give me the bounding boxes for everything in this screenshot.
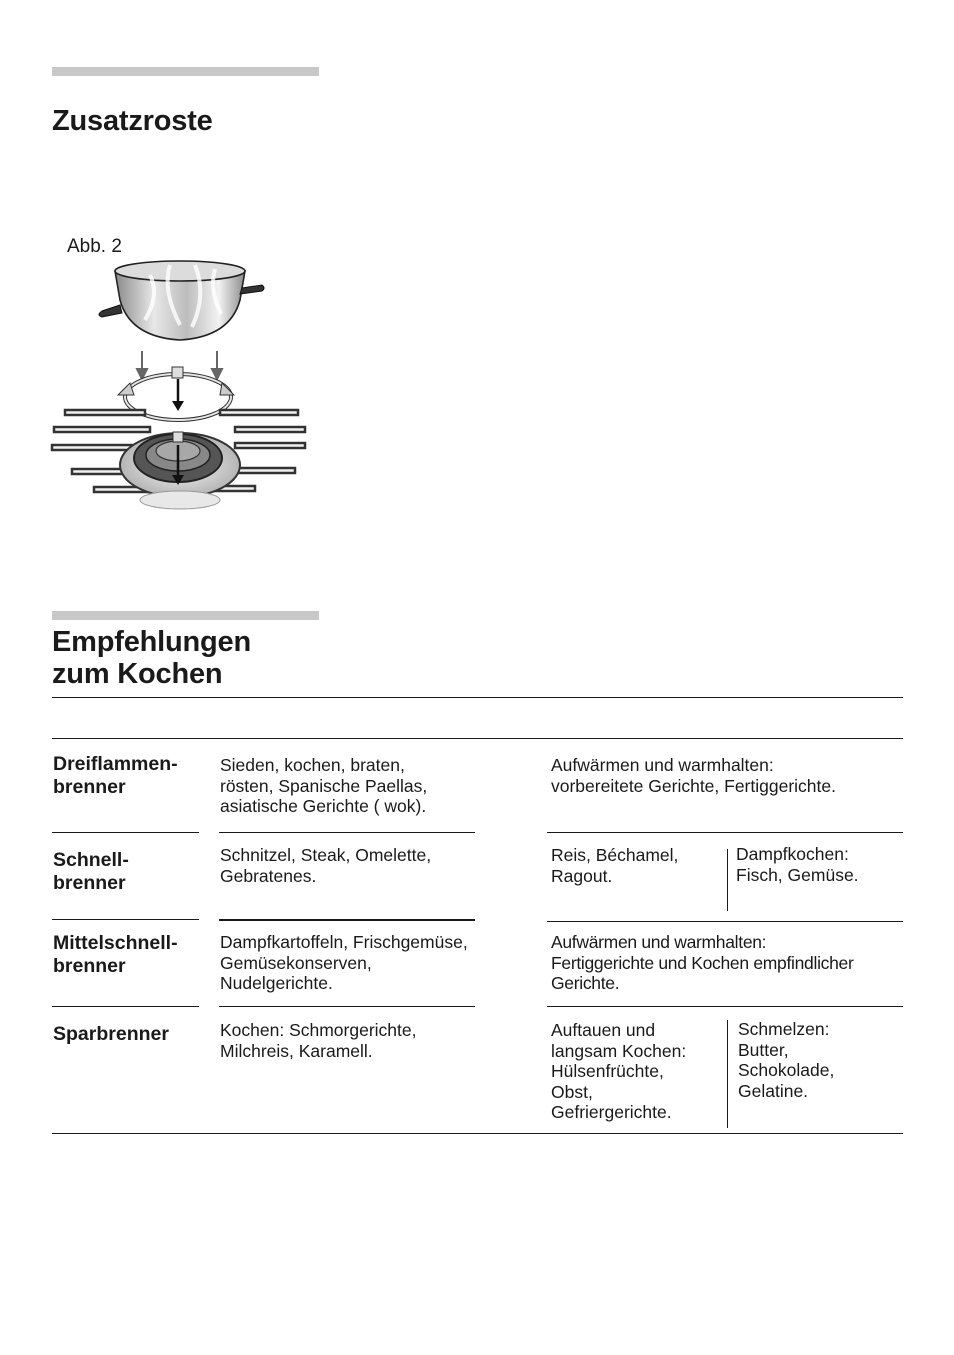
row-separator: [547, 921, 903, 922]
row-separator: [219, 919, 475, 921]
burner-name: Sparbrenner: [53, 1023, 169, 1045]
row-separator: [52, 919, 199, 920]
section-divider-bar: [52, 67, 319, 76]
table-top-rule: [52, 738, 903, 739]
steaming-uses: Dampfkochen: Fisch, Gemüse.: [736, 844, 859, 885]
cooking-uses: Reis, Béchamel, Ragout.: [551, 845, 679, 886]
row-separator: [52, 832, 199, 833]
section-title-line2: zum Kochen: [52, 658, 223, 690]
row-separator: [219, 832, 475, 833]
section-title-line1: Empfehlungen: [52, 626, 251, 658]
burner-name: Dreiflammen- brenner: [53, 753, 178, 798]
table-bottom-rule: [52, 1133, 903, 1134]
row-separator: [219, 1006, 475, 1007]
warming-uses: Aufwärmen und warmhalten: vorbereitete Gerichte, Fertiggerichte.: [551, 755, 836, 796]
burner-uses: Dampfkartoffeln, Frischgemüse, Gemüsekonserven, Nudelgerichte.: [220, 932, 468, 993]
burner-uses: Kochen: Schmorgerichte, Milchreis, Karamell.: [220, 1020, 417, 1061]
column-divider: [727, 1020, 728, 1128]
figure-label: Abb. 2: [67, 236, 122, 257]
burner-uses: Schnitzel, Steak, Omelette, Gebratenes.: [220, 845, 432, 886]
title-underline: [52, 697, 903, 698]
burner-icon: [120, 432, 240, 509]
column-divider: [727, 849, 728, 911]
burner-name: Mittelschnell- brenner: [53, 932, 178, 977]
row-separator: [547, 1006, 903, 1007]
burner-uses: Sieden, kochen, braten, rösten, Spanische Paellas, asiatische Gerichte ( wok).: [220, 755, 428, 816]
melting-uses: Schmelzen: Butter, Schokolade, Gelatine.: [738, 1019, 835, 1101]
warming-uses: Aufwärmen und warmhalten: Fertiggerichte und Kochen empfindlicher Gerichte.: [551, 932, 854, 993]
row-separator: [547, 832, 903, 833]
section-title-zusatzroste: Zusatzroste: [52, 105, 213, 137]
wok-ring-illustration: [50, 255, 310, 515]
row-separator: [52, 1006, 199, 1007]
section-divider-bar: [52, 611, 319, 620]
wok-icon: [99, 261, 264, 340]
burner-name: Schnell- brenner: [53, 849, 129, 894]
thawing-uses: Auftauen und langsam Kochen: Hülsenfrüchte, Obst, Gefriergerichte.: [551, 1020, 687, 1122]
